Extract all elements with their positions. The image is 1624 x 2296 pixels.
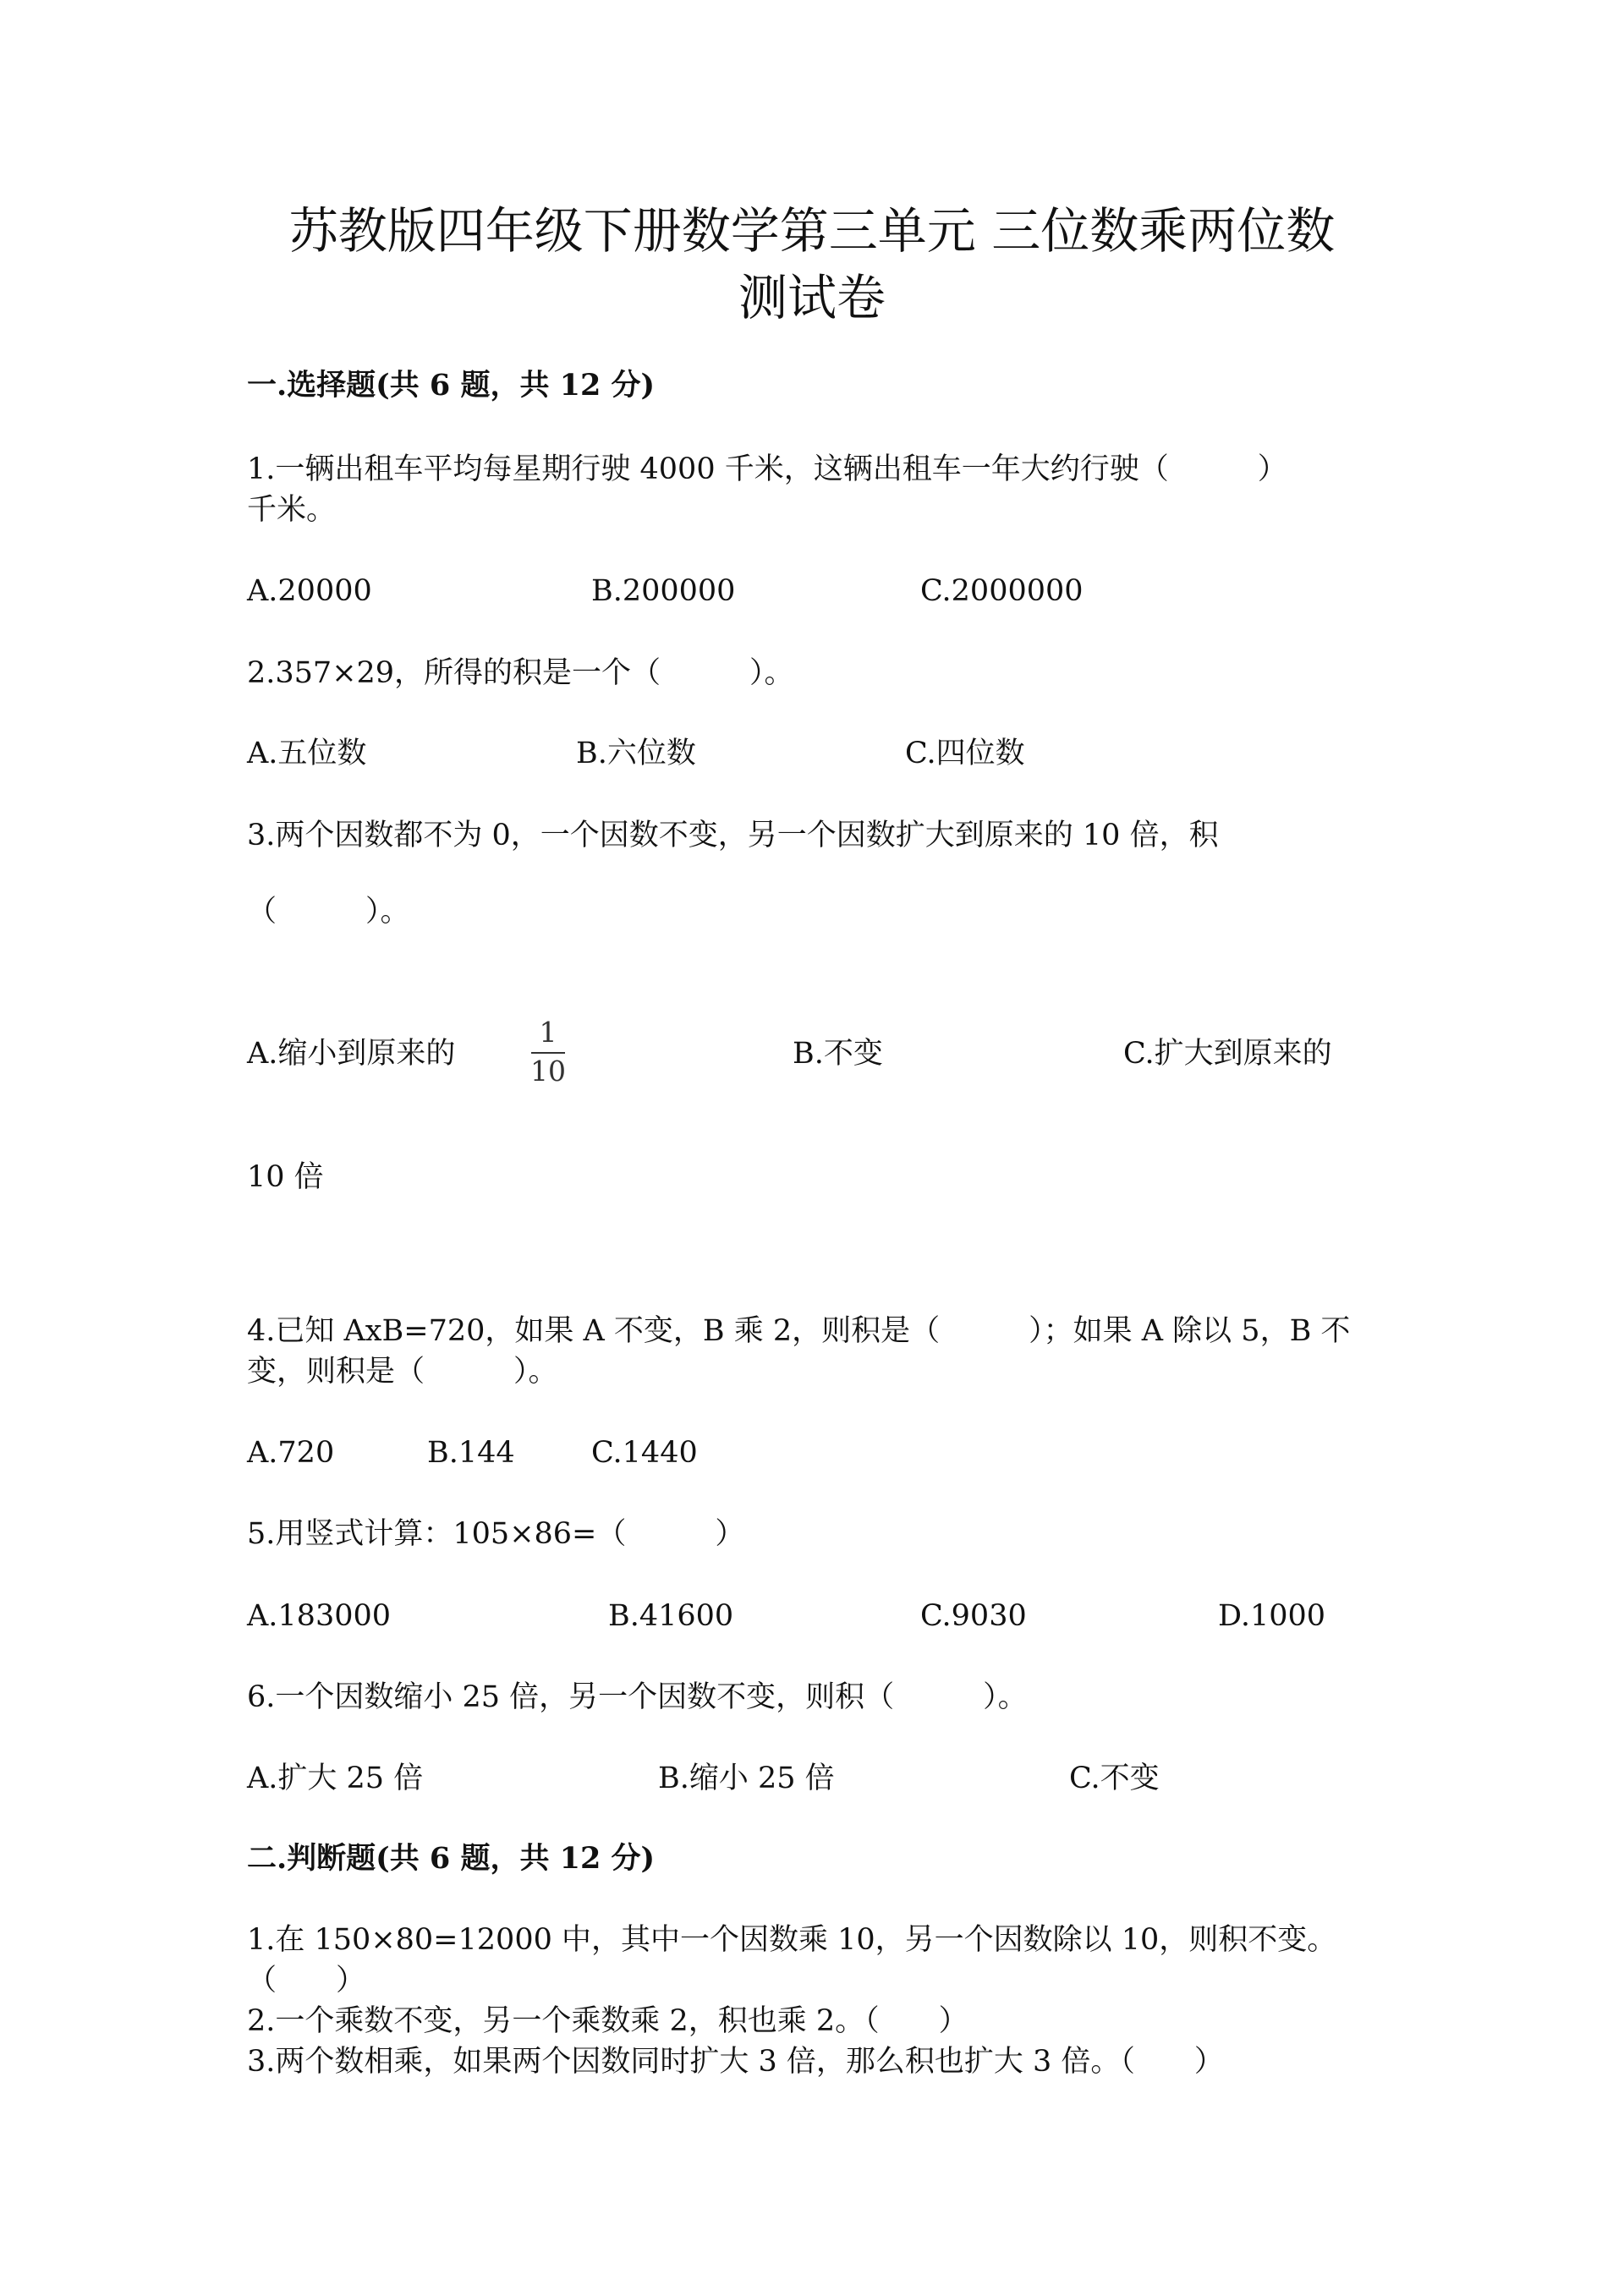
- question-2-option-a[interactable]: A.五位数: [247, 737, 367, 770]
- question-1-stem-line-1: 1.一辆出租车平均每星期行驶 4000 千米，这辆出租车一年大约行驶（ ）: [247, 452, 1287, 486]
- question-3-stem-line-1: 3.两个因数都不为 0，一个因数不变，另一个因数扩大到原来的 10 倍，积: [247, 819, 1219, 852]
- question-1-stem-line-2: 千米。: [247, 493, 337, 527]
- question-4-stem-line-1: 4.已知 AxB=720，如果 A 不变，B 乘 2，则积是（ ）；如果 A 除以 5，B 不: [247, 1314, 1351, 1348]
- question-5-stem: 5.用竖式计算：105×86=（ ）: [247, 1517, 745, 1551]
- question-3-option-b[interactable]: B.不变: [793, 1037, 883, 1071]
- section-heading-judgement: 二.判断题(共 6 题，共 12 分): [247, 1841, 656, 1876]
- judgement-1-line-1: 1.在 150×80=12000 中，其中一个因数乘 10，另一个因数除以 10，则积不变。: [247, 1923, 1337, 1957]
- judgement-2: 2.一个乘数不变，另一个乘数乘 2，积也乘 2。（ ）: [247, 2004, 968, 2038]
- question-2-option-b[interactable]: B.六位数: [576, 737, 696, 770]
- section-heading-choice: 一.选择题(共 6 题，共 12 分): [247, 368, 656, 403]
- fraction-bar: [531, 1052, 565, 1054]
- question-4-option-b[interactable]: B.144: [427, 1436, 515, 1470]
- question-3-stem-line-2: （ ）。: [247, 895, 410, 929]
- question-2-stem: 2.357×29，所得的积是一个（ ）。: [247, 656, 794, 690]
- question-6-stem: 6.一个因数缩小 25 倍，另一个因数不变，则积（ ）。: [247, 1680, 1028, 1714]
- question-6-option-a[interactable]: A.扩大 25 倍: [247, 1762, 424, 1795]
- page-title-line-2: 测试卷: [738, 269, 886, 326]
- fraction-denominator: 10: [530, 1055, 566, 1088]
- question-4-option-c[interactable]: C.1440: [591, 1436, 698, 1470]
- question-6-option-b[interactable]: B.缩小 25 倍: [658, 1762, 835, 1795]
- fraction-numerator: 1: [539, 1016, 557, 1049]
- question-4-option-a[interactable]: A.720: [247, 1436, 335, 1470]
- question-6-option-c[interactable]: C.不变: [1069, 1762, 1160, 1795]
- question-5-option-d[interactable]: D.1000: [1218, 1599, 1326, 1633]
- question-1-option-a[interactable]: A.20000: [247, 574, 372, 608]
- question-5-option-c[interactable]: C.9030: [920, 1599, 1027, 1633]
- question-5-option-b[interactable]: B.41600: [608, 1599, 734, 1633]
- judgement-3: 3.两个数相乘，如果两个因数同时扩大 3 倍，那么积也扩大 3 倍。（ ）: [247, 2045, 1224, 2079]
- question-3-option-a[interactable]: A.缩小到原来的: [247, 1037, 456, 1071]
- question-4-stem-line-2: 变，则积是（ ）。: [247, 1355, 558, 1389]
- question-3-option-c-continuation: 10 倍: [247, 1160, 324, 1194]
- fraction-one-tenth: [524, 1017, 572, 1093]
- question-3-option-c[interactable]: C.扩大到原来的: [1123, 1037, 1332, 1071]
- judgement-1-line-2[interactable]: （ ）: [247, 1964, 366, 1997]
- page-title-line-1: 苏教版四年级下册数学第三单元 三位数乘两位数: [288, 202, 1336, 260]
- question-5-option-a[interactable]: A.183000: [247, 1599, 392, 1633]
- question-1-option-b[interactable]: B.200000: [591, 574, 736, 608]
- question-2-option-c[interactable]: C.四位数: [905, 737, 1025, 770]
- question-1-option-c[interactable]: C.2000000: [920, 574, 1084, 608]
